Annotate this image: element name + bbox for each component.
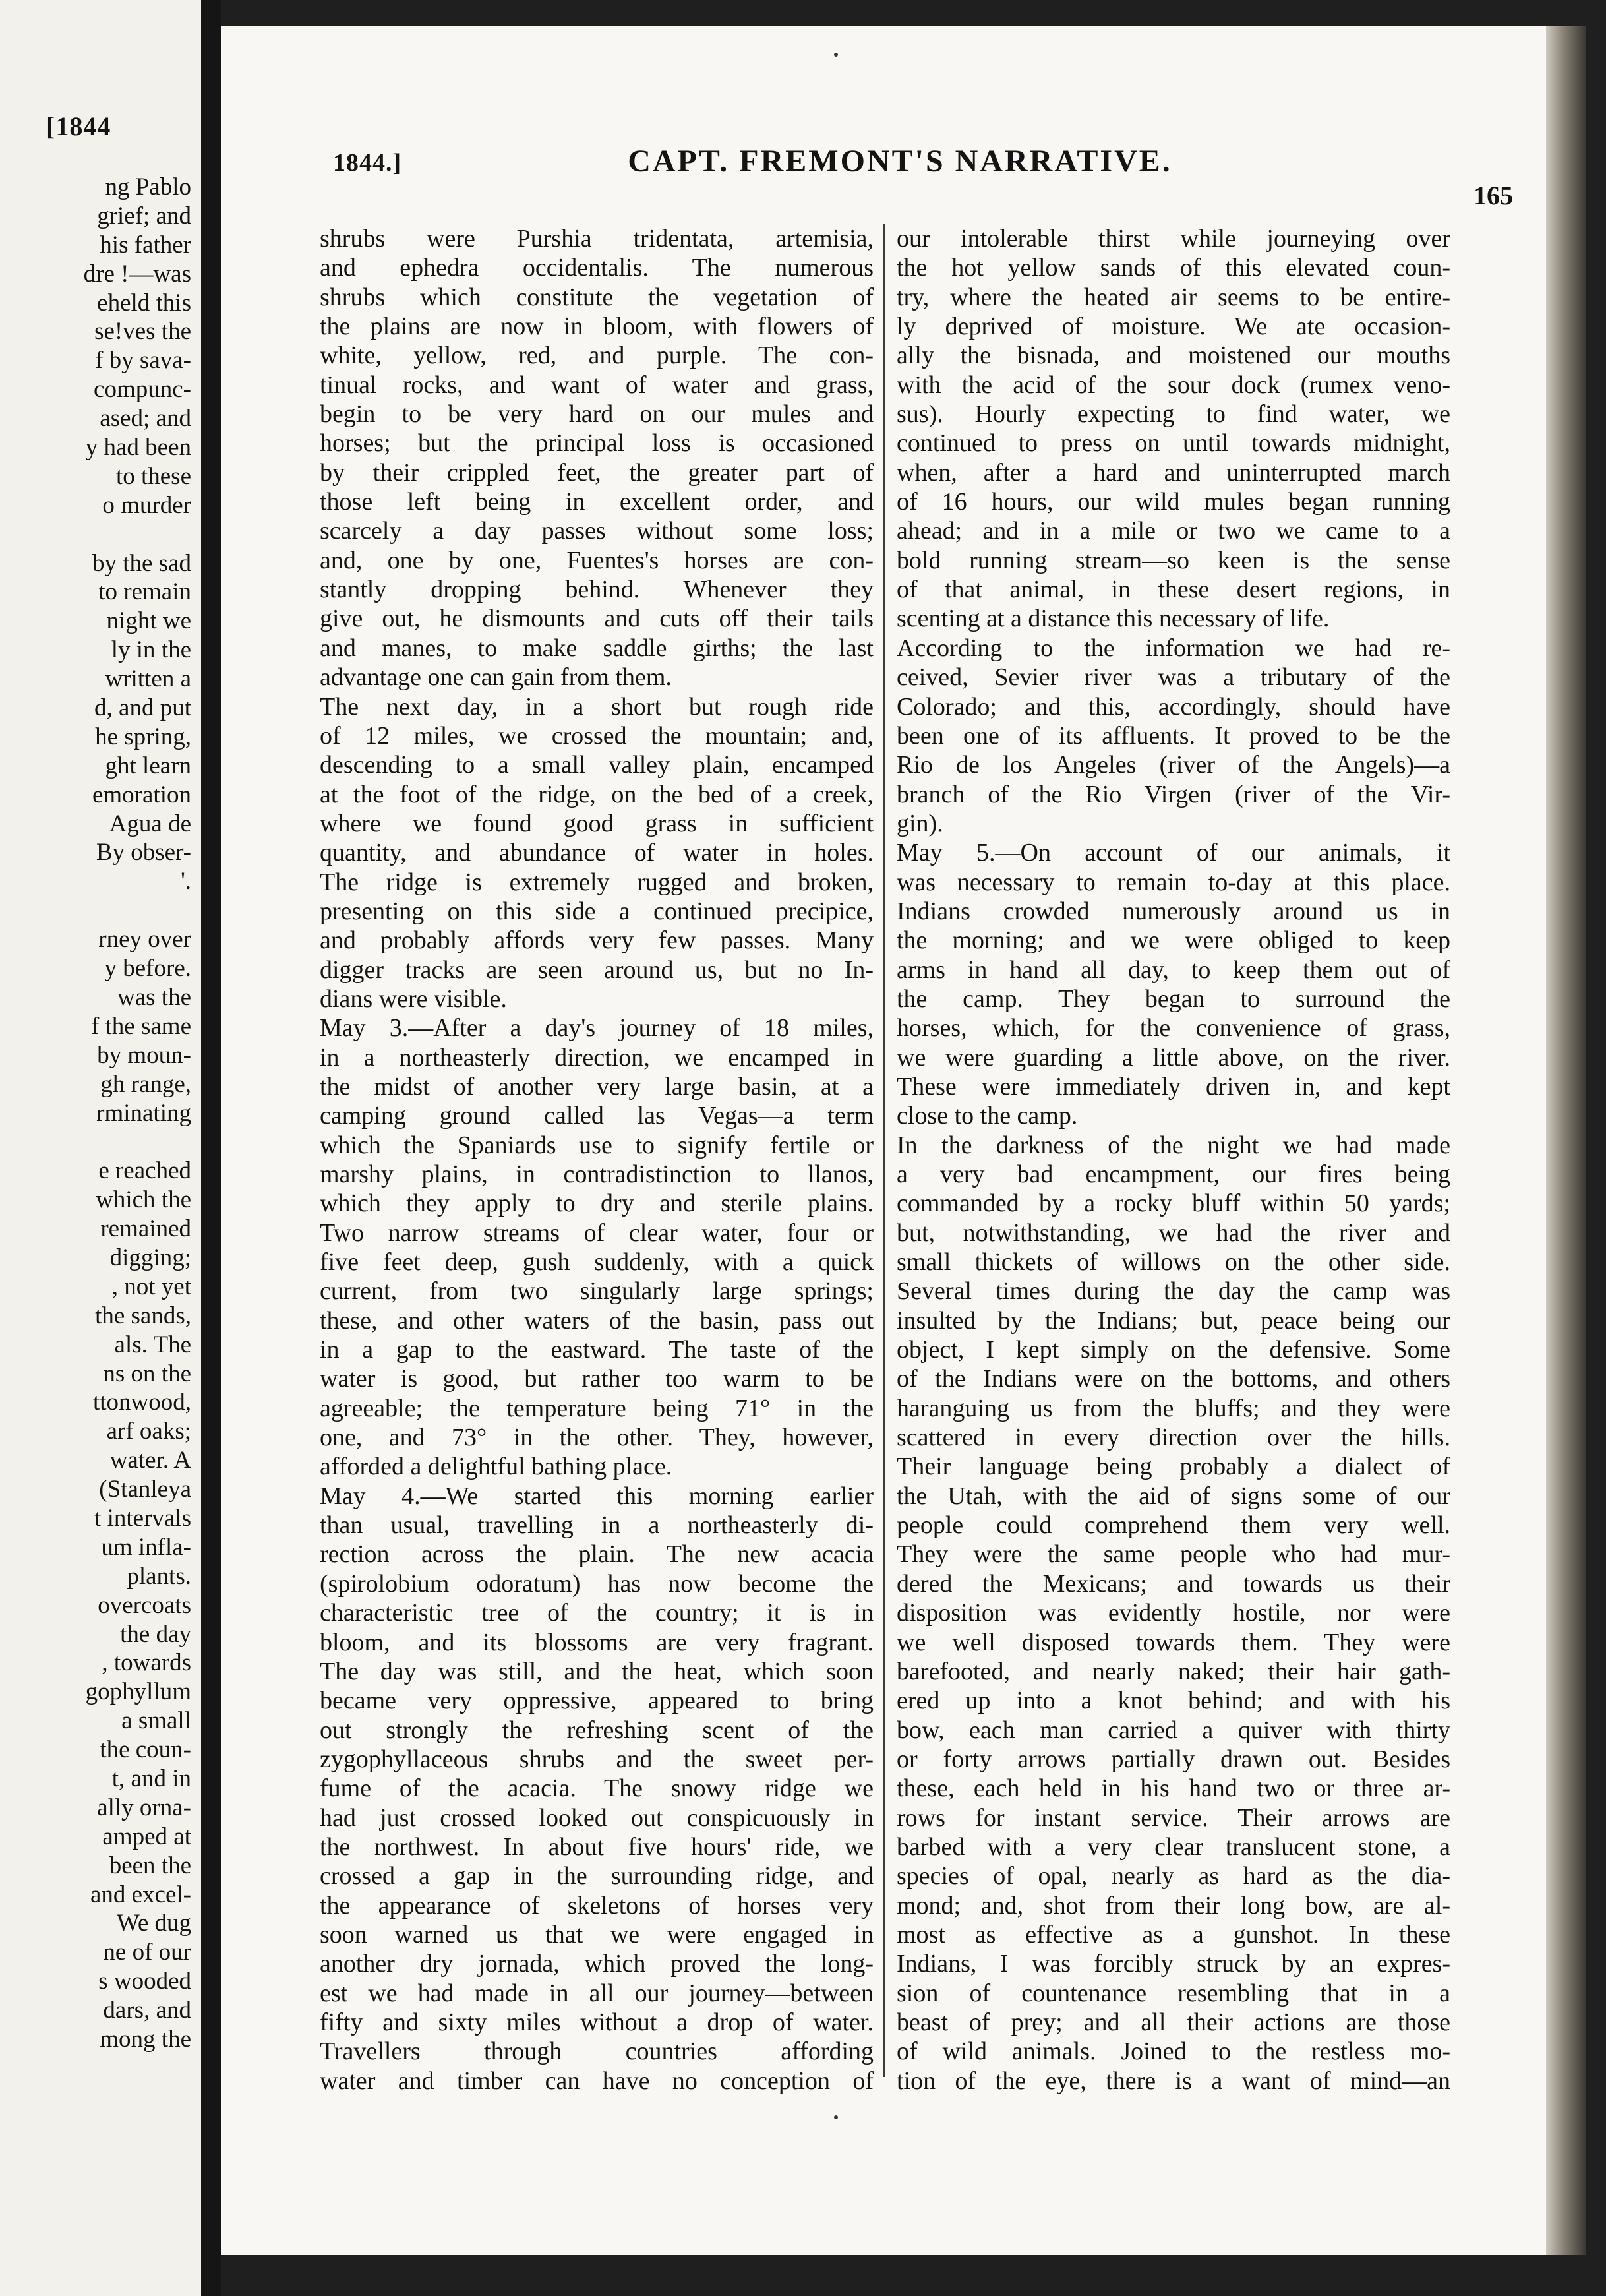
text-line: mond; and, shot from their long bow, are al- [897, 1891, 1450, 1919]
text-line: white, yellow, red, and purple. The con- [320, 342, 874, 370]
text-line: of the Indians were on the bottoms, and others [897, 1365, 1450, 1393]
facing-page-line: e reached [98, 1157, 191, 1185]
text-line: continued to press on until towards midnight, [897, 429, 1450, 458]
text-line: ceived, Sevier river was a tributary of the [897, 663, 1450, 692]
facing-page-line: ng Pablo [105, 173, 191, 200]
facing-page-line: d, and put [94, 694, 191, 722]
text-line: Their language being probably a dialect of [897, 1453, 1450, 1481]
text-line: one, and 73° in the other. They, however, [320, 1424, 874, 1452]
facing-page-line: which the [96, 1186, 191, 1214]
text-line: shrubs were Purshia tridentata, artemisia, [320, 225, 874, 253]
text-line: and ephedra occidentalis. The numerous [320, 254, 874, 282]
text-line: out strongly the refreshing scent of the [320, 1716, 874, 1744]
ink-speck [834, 53, 838, 57]
text-line: these, and other waters of the basin, pass out [320, 1306, 874, 1335]
text-line: in a gap to the eastward. The taste of the [320, 1336, 874, 1364]
text-line: characteristic tree of the country; it is in [320, 1599, 874, 1627]
facing-page-line: t, and in [111, 1765, 191, 1792]
facing-page-line: night we [106, 607, 191, 635]
text-line: horses, which, for the convenience of grass, [897, 1014, 1450, 1042]
text-line: of 12 miles, we crossed the mountain; and, [320, 721, 874, 750]
text-line: or forty arrows partially drawn out. Besides [897, 1745, 1450, 1773]
text-line: scenting at a distance this necessary of life. [897, 605, 1330, 633]
facing-page-line: grief; and [97, 202, 191, 229]
facing-page-line: ne of our [103, 1939, 191, 1966]
text-line: the Utah, with the aid of signs some of our [897, 1482, 1450, 1510]
text-line: and probably affords very few passes. Many [320, 926, 874, 955]
text-line: The next day, in a short but rough ride [320, 692, 874, 721]
text-line: May 5.—On account of our animals, it [897, 839, 1450, 867]
text-line: ly deprived of moisture. We ate occasion- [897, 313, 1450, 341]
text-line: digger tracks are seen around us, but no In- [320, 955, 874, 984]
text-line: and manes, to make saddle girths; the last [320, 634, 874, 662]
facing-page-line: amped at [102, 1823, 191, 1850]
text-line: afforded a delightful bathing place. [320, 1453, 672, 1481]
text-line: gin). [897, 809, 943, 837]
text-line: scattered in every direction over the hills. [897, 1424, 1450, 1452]
text-line: begin to be very hard on our mules and [320, 400, 874, 429]
text-line: bloom, and its blossoms are very fragrant. [320, 1628, 874, 1656]
facing-page-line: ttonwood, [92, 1389, 191, 1416]
text-line: Rio de los Angeles (river of the Angels)—a [897, 751, 1450, 779]
text-line: but, notwithstanding, we had the river and [897, 1219, 1450, 1247]
text-line: fume of the acacia. The snowy ridge we [320, 1774, 874, 1803]
text-line: sus). Hourly expecting to find water, we [897, 400, 1450, 429]
facing-page-line [0, 1128, 191, 1157]
facing-page-line: y had been [85, 434, 191, 462]
facing-page-line: emoration [92, 781, 191, 808]
text-line: those left being in excellent order, and [320, 488, 874, 516]
facing-page-line: se!ves the [94, 318, 191, 346]
text-line: our intolerable thirst while journeying over [897, 225, 1450, 253]
text-line: we were guarding a little above, on the river. [897, 1043, 1450, 1072]
facing-page-line: the coun- [100, 1736, 191, 1764]
text-line: dered the Mexicans; and towards us their [897, 1569, 1450, 1598]
text-line: Two narrow streams of clear water, four or [320, 1219, 874, 1247]
text-line: quantity, and abundance of water in holes. [320, 839, 874, 867]
text-line: descending to a small valley plain, encamped [320, 751, 874, 779]
facing-page-line: written a [105, 665, 191, 693]
text-line: rows for instant service. Their arrows are [897, 1803, 1450, 1832]
facing-page-line: gophyllum [85, 1678, 191, 1706]
facing-page-line: his father [100, 231, 191, 258]
text-line: According to the information we had re- [897, 634, 1450, 662]
text-line: was necessary to remain to-day at this place. [897, 868, 1450, 896]
facing-page-line: rney over [98, 926, 191, 953]
facing-page-line: ased; and [100, 405, 191, 433]
facing-page-line: f the same [90, 1012, 191, 1040]
text-line: close to the camp. [897, 1102, 1078, 1130]
text-line: sion of countenance resembling that in a [897, 1979, 1450, 2007]
text-line: tinual rocks, and want of water and grass, [320, 371, 874, 399]
running-head-year: 1844.] [333, 149, 402, 177]
text-line: the plains are now in bloom, with flowers of [320, 313, 874, 341]
facing-page-line: Agua de [109, 810, 191, 837]
facing-page-line: dars, and [103, 1997, 191, 2024]
text-line: of wild animals. Joined to the restless mo- [897, 2038, 1450, 2066]
text-line: Indians, I was forcibly struck by an expres- [897, 1950, 1450, 1978]
book-page [221, 26, 1546, 2255]
text-line: agreeable; the temperature being 71° in the [320, 1394, 874, 1422]
facing-page-line: s wooded [98, 1968, 191, 1995]
facing-page-line: to remain [98, 578, 191, 606]
facing-page-line: rminating [96, 1099, 191, 1127]
facing-page-line: '. [181, 868, 191, 895]
text-line: tion of the eye, there is a want of mind—an [897, 2067, 1450, 2095]
ink-speck [834, 2115, 838, 2119]
text-line: In the darkness of the night we had made [897, 1131, 1450, 1159]
text-line: which the Spaniards use to signify fertile or [320, 1131, 874, 1159]
text-line: than usual, travelling in a northeasterly di- [320, 1511, 874, 1540]
page-edge-shadow [1546, 26, 1586, 2255]
text-line: beast of prey; and all their actions are those [897, 2008, 1450, 2036]
text-line: became very oppressive, appeared to bring [320, 1687, 874, 1715]
facing-page-line: mong the [100, 2026, 191, 2053]
running-head [333, 129, 1539, 210]
text-line: bow, each man carried a quiver with thirty [897, 1716, 1450, 1744]
text-line: bold running stream—so keen is the sense [897, 546, 1450, 574]
facing-page-line: ns on the [103, 1360, 191, 1387]
facing-page-line: digging; [109, 1244, 191, 1271]
page-number: 165 [1473, 181, 1513, 210]
text-line: Indians crowded numerously around us in [897, 897, 1450, 925]
text-line: of that animal, in these desert regions, in [897, 576, 1450, 604]
facing-page-line: t intervals [94, 1504, 191, 1532]
facing-page-line: was the [117, 983, 191, 1011]
text-column-right [897, 224, 1450, 2096]
text-line: we well disposed towards them. They were [897, 1628, 1450, 1656]
running-head-title: CAPT. FREMONT'S NARRATIVE. [628, 144, 1172, 179]
facing-page-line: and excel- [90, 1881, 191, 1908]
text-line: water is good, but rather too warm to be [320, 1365, 874, 1393]
text-line: try, where the heated air seems to be entire- [897, 283, 1450, 311]
facing-page-running-head: [1844 [46, 111, 111, 141]
text-line: scarcely a day passes without some loss; [320, 517, 874, 545]
text-line: the appearance of skeletons of horses very [320, 1891, 874, 1919]
text-line: They were the same people who had mur- [897, 1540, 1450, 1569]
facing-page-line: been the [109, 1852, 191, 1879]
text-line: at the foot of the ridge, on the bed of a creek, [320, 780, 874, 808]
facing-page-line: um infla- [101, 1533, 191, 1561]
facing-page-line: he spring, [95, 723, 191, 750]
text-line: camping ground called las Vegas—a term [320, 1102, 874, 1130]
text-line: fifty and sixty miles without a drop of water. [320, 2008, 874, 2036]
facing-page-line: a small [121, 1707, 191, 1735]
text-line: which they apply to dry and sterile plains. [320, 1190, 874, 1218]
text-line: Travellers through countries affording [320, 2038, 874, 2066]
facing-page-line [0, 896, 191, 925]
facing-page-line: We dug [116, 1910, 191, 1937]
book-gutter [201, 0, 221, 2296]
text-line: the midst of another very large basin, at a [320, 1072, 874, 1101]
text-line: ahead; and in a mile or two we came to a [897, 517, 1450, 545]
text-line: in a northeasterly direction, we encamped in [320, 1043, 874, 1072]
facing-page-line: als. The [114, 1331, 191, 1358]
text-line: Colorado; and this, accordingly, should have [897, 692, 1450, 721]
facing-page-line: water. A [109, 1447, 191, 1474]
text-line: The ridge is extremely rugged and broken, [320, 868, 874, 896]
text-line: water and timber can have no conception of [320, 2067, 874, 2095]
text-line: current, from two singularly large springs; [320, 1277, 874, 1306]
facing-page-line: compunc- [94, 376, 191, 404]
facing-page-line: overcoats [98, 1591, 191, 1619]
text-line: where we found good grass in sufficient [320, 809, 874, 837]
text-line: small thickets of willows on the other side. [897, 1248, 1450, 1277]
text-line: commanded by a rocky bluff within 50 yards; [897, 1190, 1450, 1218]
facing-page [0, 0, 201, 2296]
facing-page-line: , towards [102, 1649, 191, 1677]
text-line: advantage one can gain from them. [320, 663, 672, 692]
text-line: May 3.—After a day's journey of 18 miles, [320, 1014, 874, 1042]
text-line: Several times during the day the camp was [897, 1277, 1450, 1306]
facing-page-line: By obser- [96, 839, 191, 866]
facing-page-line: by moun- [97, 1041, 191, 1069]
text-line: been one of its affluents. It proved to be the [897, 721, 1450, 750]
facing-page-line: o murder [102, 491, 191, 519]
text-line: zygophyllaceous shrubs and the sweet per- [320, 1745, 874, 1773]
text-line: haranguing us from the bluffs; and they were [897, 1394, 1450, 1422]
facing-page-line: remained [100, 1215, 191, 1243]
text-line: insulted by the Indians; but, peace being our [897, 1306, 1450, 1335]
facing-page-line: f by sava- [95, 347, 191, 375]
text-line: the morning; and we were obliged to keep [897, 926, 1450, 955]
text-line: a very bad encampment, our fires being [897, 1161, 1450, 1188]
text-line: species of opal, nearly as hard as the dia- [897, 1862, 1450, 1890]
text-line: the northwest. In about five hours' ride, we [320, 1832, 874, 1861]
text-line: shrubs which constitute the vegetation of [320, 283, 874, 311]
text-line: another dry jornada, which proved the long- [320, 1950, 874, 1978]
text-line: ally the bisnada, and moistened our mouths [897, 342, 1450, 370]
text-line: (spirolobium odoratum) has now become the [320, 1569, 874, 1598]
text-line: These were immediately driven in, and kept [897, 1072, 1450, 1101]
text-line: and, one by one, Fuentes's horses are con- [320, 546, 874, 574]
facing-page-line: eheld this [97, 289, 191, 317]
text-line: branch of the Rio Virgen (river of the Vir- [897, 780, 1450, 808]
text-line: had just crossed looked out conspicuously in [320, 1803, 874, 1832]
text-line: barbed with a very clear translucent stone, a [897, 1832, 1450, 1861]
facing-page-line: gh range, [100, 1070, 191, 1098]
text-line: the camp. They began to surround the [897, 984, 1450, 1013]
text-line: crossed a gap in the surrounding ridge, and [320, 1862, 874, 1890]
facing-page-line [0, 520, 191, 549]
text-line: rection across the plain. The new acacia [320, 1540, 874, 1569]
text-line: object, I kept simply on the defensive. Some [897, 1336, 1450, 1364]
facing-page-line: ally orna- [97, 1794, 191, 1821]
text-line: most as effective as a gunshot. In these [897, 1920, 1450, 1949]
text-line: when, after a hard and uninterrupted march [897, 458, 1450, 487]
facing-page-line: ght learn [105, 752, 191, 779]
text-line: est we had made in all our journey—between [320, 1979, 874, 2007]
facing-page-line: , not yet [111, 1273, 191, 1300]
text-line: ered up into a knot behind; and with his [897, 1687, 1450, 1715]
column-rule [883, 224, 885, 2077]
text-line: barefooted, and nearly naked; their hair gath- [897, 1657, 1450, 1685]
text-line: disposition was evidently hostile, nor were [897, 1599, 1450, 1627]
facing-page-line: y before. [104, 955, 191, 982]
facing-page-line: plants. [127, 1562, 191, 1590]
facing-page-line: by the sad [92, 549, 191, 577]
text-line: five feet deep, gush suddenly, with a quick [320, 1248, 874, 1277]
text-line: soon warned us that we were engaged in [320, 1920, 874, 1949]
text-line: the hot yellow sands of this elevated coun- [897, 254, 1450, 282]
text-line: May 4.—We started this morning earlier [320, 1482, 874, 1510]
facing-page-line: dre !—was [83, 260, 191, 287]
text-line: arms in hand all day, to keep them out of [897, 955, 1450, 984]
text-line: of 16 hours, our wild mules began running [897, 488, 1450, 516]
text-line: these, each held in his hand two or three ar- [897, 1774, 1450, 1803]
facing-page-line: to these [115, 462, 191, 490]
text-line: marshy plains, in contradistinction to llanos, [320, 1161, 874, 1188]
text-line: horses; but the principal loss is occasioned [320, 429, 874, 458]
facing-page-line: the sands, [95, 1302, 191, 1329]
facing-page-line: (Stanleya [99, 1476, 191, 1503]
text-column-left [320, 224, 874, 2096]
text-line: The day was still, and the heat, which soon [320, 1657, 874, 1685]
facing-page-text [0, 173, 191, 2054]
facing-page-line: ly in the [111, 636, 191, 664]
text-line: with the acid of the sour dock (rumex veno- [897, 371, 1450, 399]
text-line: by their crippled feet, the greater part of [320, 458, 874, 487]
facing-page-line: arf oaks; [106, 1418, 191, 1445]
text-line: give out, he dismounts and cuts off their tails [320, 605, 874, 633]
text-line: dians were visible. [320, 984, 507, 1013]
facing-page-line: the day [120, 1620, 191, 1648]
text-line: people could comprehend them very well. [897, 1511, 1450, 1540]
text-line: presenting on this side a continued precipice, [320, 897, 874, 925]
text-line: stantly dropping behind. Whenever they [320, 576, 874, 604]
